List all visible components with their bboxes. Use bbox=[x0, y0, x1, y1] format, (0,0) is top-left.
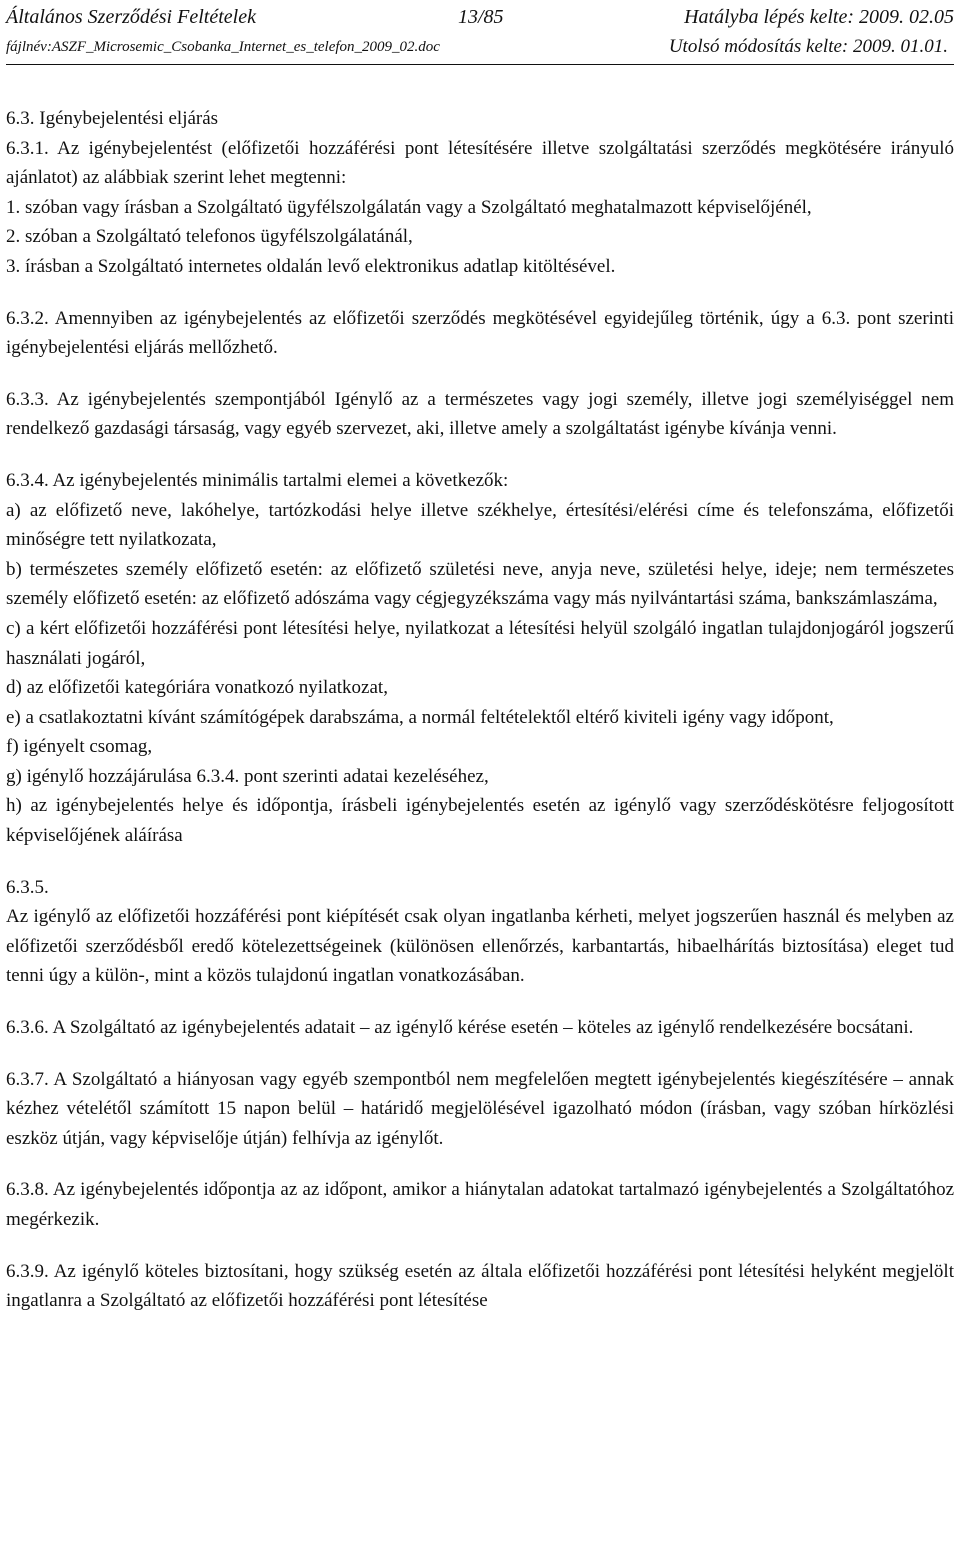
effective-date: Hatályba lépés kelte: 2009. 02.05 bbox=[684, 6, 954, 28]
paragraph-6-3-6: 6.3.6. A Szolgáltató az igénybejelentés adatait – az igénylő kérése esetén – köteles az igénylő rendelkezésére bocsátani. bbox=[6, 1017, 914, 1039]
list-item: e) a csatlakoztatni kívánt számítógépek darabszáma, a normál feltételektől eltérő kiviteli igény vagy időpont, bbox=[6, 706, 834, 728]
document-body bbox=[6, 104, 954, 1316]
page-header bbox=[6, 4, 954, 65]
file-name: fájlnév:ASZF_Microsemic_Csobanka_Internet_es_telefon_2009_02.doc bbox=[6, 39, 440, 55]
list-item: b) természetes személy előfizető esetén: az előfizető születési neve, anyja neve, születési helye, ideje; nem természetes személy előfizető esetén: az előfizető adószáma vagy cégjegyzékszáma vagy más nyilvántartási száma, bankszámlaszáma, bbox=[6, 558, 954, 610]
list-item: 2. szóban a Szolgáltató telefonos ügyfélszolgálatánál, bbox=[6, 226, 413, 248]
paragraph-6-3-3: 6.3.3. Az igénybejelentés szempontjából Igénylő az a természetes vagy jogi személy, illetve jogi személyiséggel nem rendelkező gazdasági társaság, vagy egyéb szervezet, aki, illetve amely a szolgáltatást igénybe kívánja venni. bbox=[6, 388, 954, 440]
section-title-6-3: 6.3. Igénybejelentési eljárás bbox=[6, 108, 219, 129]
paragraph-6-3-4-intro: 6.3.4. Az igénybejelentés minimális tartalmi elemei a következők: bbox=[6, 469, 509, 491]
modified-date: Utolsó módosítás kelte: 2009. 01.01. bbox=[668, 36, 948, 57]
paragraph-6-3-2: 6.3.2. Amennyiben az igénybejelentés az előfizetői szerződés megkötésével egyidejűleg történik, úgy a 6.3. pont szerinti igénybejelentési eljárás mellőzhető. bbox=[6, 307, 954, 359]
paragraph-6-3-8: 6.3.8. Az igénybejelentés időpontja az az időpont, amikor a hiánytalan adatokat tartalmazó igénybejelentés a Szolgáltatóhoz megérkezik. bbox=[6, 1179, 954, 1230]
paragraph-6-3-7: 6.3.7. A Szolgáltató a hiányosan vagy egyéb szempontból nem megfelelően megtett igénybejelentés kiegészítésére – annak kézhez vételétől számított 15 napon belül – határidő megjelölésével igazolható módon (írásban, vagy szóban hírközlési eszköz útján, vagy képviselője útján) felhívja az igénylőt. bbox=[6, 1068, 954, 1149]
list-item: h) az igénybejelentés helye és időpontja, írásbeli igénybejelentés esetén az igénylő vagy szerződéskötésre feljogosított képviselőjének aláírása bbox=[6, 795, 954, 847]
paragraph-6-3-1: 6.3.1. Az igénybejelentést (előfizetői hozzáférési pont létesítésére illetve szolgáltatási szerződés megkötésére irányuló ajánlatot) az alábbiak szerint lehet megtenni: bbox=[6, 137, 954, 189]
paragraph-6-3-5: Az igénylő az előfizetői hozzáférési pont kiépítését csak olyan ingatlanba kérheti, melyet jogszerűen használ és melyben az előfizetői szerződésből eredő kötelezettségeinek (különösen ellenőrzés, karbantartás, hibaelhárítás biztosítása) eleget tud tenni úgy a külön-, mint a közös tulajdonú ingatlan vonatkozásában. bbox=[6, 906, 954, 987]
list-item: g) igénylő hozzájárulása 6.3.4. pont szerinti adatai kezeléséhez, bbox=[6, 765, 489, 787]
list-item: f) igényelt csomag, bbox=[6, 736, 153, 758]
paragraph-6-3-9: 6.3.9. Az igénylő köteles biztosítani, hogy szükség esetén az általa előfizetői hozzáférési pont létesítési helyként megjelölt ingatlanra a Szolgáltató az előfizetői hozzáférési pont létesítése bbox=[6, 1260, 954, 1312]
page-number: 13/85 bbox=[458, 6, 504, 28]
list-item: a) az előfizető neve, lakóhelye, tartózkodási helye illetve székhelye, értesítési/elérési címe és telefonszáma, előfizetői minőségre tett nyilatkozata, bbox=[6, 499, 954, 551]
document-title: Általános Szerződési Feltételek bbox=[6, 6, 256, 28]
list-item: 1. szóban vagy írásban a Szolgáltató ügyfélszolgálatán vagy a Szolgáltató meghatalmazott képviselőjénél, bbox=[6, 196, 812, 218]
list-item: c) a kért előfizetői hozzáférési pont létesítési helye, nyilatkozat a létesítési helyül szolgáló ingatlan tulajdonjogáról jogszerű használati jogáról, bbox=[6, 617, 954, 669]
list-item: d) az előfizetői kategóriára vonatkozó nyilatkozat, bbox=[6, 677, 388, 699]
section-number-6-3-5: 6.3.5. bbox=[6, 876, 49, 898]
list-item: 3. írásban a Szolgáltató internetes oldalán levő elektronikus adatlap kitöltésével. bbox=[6, 255, 616, 277]
